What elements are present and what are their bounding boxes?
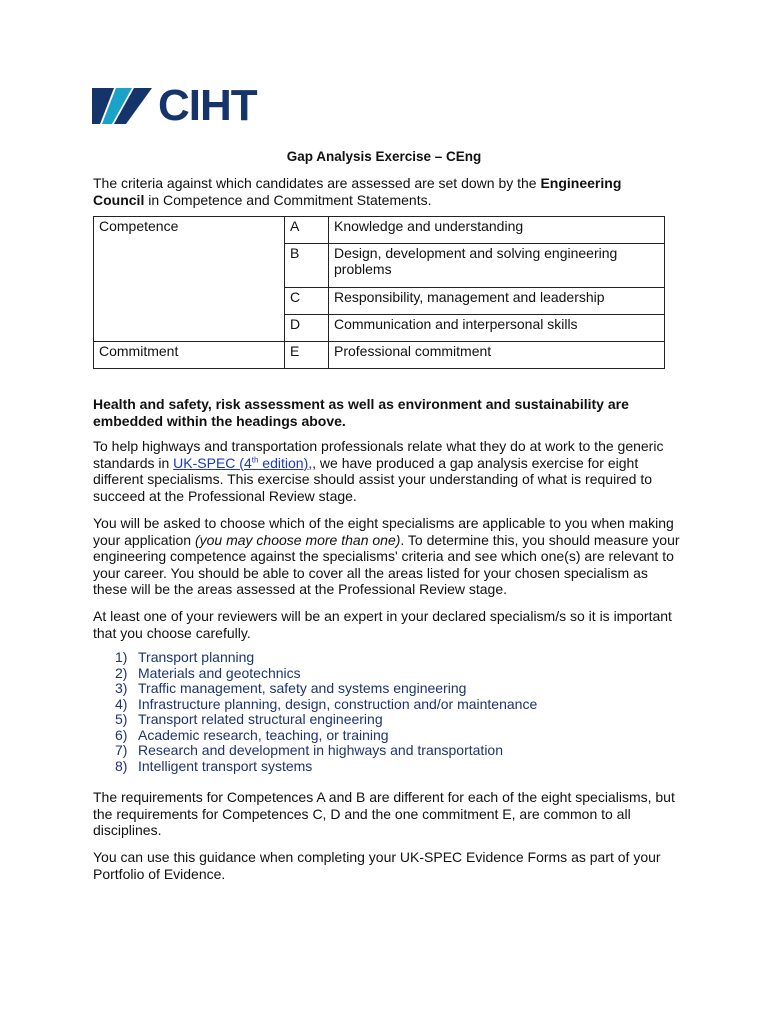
list-item: 5) Transport related structural engineering <box>115 711 383 727</box>
letter-cell: C <box>285 288 329 315</box>
health-safety-note: Health and safety, risk assessment as well as environment and sustainability are embedded within the headings above. <box>93 396 629 429</box>
choose-text-end: . To determine this, you should measure your engineering competence against the specialisms' criteria and see which one(s) are relevant to your career. You should be able to cover all the areas listed for your chosen specialism as these will be the areas assessed at the Professional Review stage. <box>93 531 680 597</box>
page-title: Gap Analysis Exercise – CEng <box>286 149 482 164</box>
criteria-table <box>93 216 665 369</box>
help-paragraph <box>93 438 683 504</box>
letter-cell: D <box>285 315 329 342</box>
guidance-paragraph: You can use this guidance when completing your UK-SPEC Evidence Forms as part of your Portfolio of Evidence. <box>93 849 661 882</box>
list-item: 1) Transport planning <box>115 649 255 665</box>
intro-text-end: in Competence and Commitment Statements. <box>144 191 432 208</box>
letter-cell: A <box>285 217 329 244</box>
help-text-end: , we have produced a gap analysis exercise for eight different specialisms. This exercise should assist your understanding of what is required to succeed at the Professional Review stage. <box>93 454 652 504</box>
intro-paragraph <box>93 175 683 208</box>
competence-cell: Competence <box>94 217 285 342</box>
specialisms-list <box>93 650 537 774</box>
desc-cell: Design, development and solving engineering problems <box>329 244 665 288</box>
ciht-swoosh-icon <box>92 88 154 124</box>
reviewers-paragraph: At least one of your reviewers will be an expert in your declared specialism/s so it is important that you choose carefully. <box>93 608 672 641</box>
list-item: 4) Infrastructure planning, design, construction and/or maintenance <box>115 695 538 712</box>
list-item: 7) Research and development in highways and transportation <box>115 742 504 758</box>
uk-spec-link[interactable]: UK-SPEC (4th edition), <box>173 454 313 471</box>
help-text: To help highways and transportation professionals relate what they do at work to the generic standards in <box>93 438 664 471</box>
commitment-cell: Commitment <box>94 342 285 369</box>
choose-paragraph <box>93 515 683 598</box>
table-row <box>94 217 665 244</box>
requirements-paragraph: The requirements for Competences A and B are different for each of the eight specialisms, but the requirements for Competences C, D and the one commitment E, are common to all disciplines. <box>93 789 675 838</box>
list-item: 2) Materials and geotechnics <box>115 664 301 681</box>
list-item: 8) Intelligent transport systems <box>115 757 313 774</box>
letter-cell: E <box>285 342 329 369</box>
intro-bold-council: Council <box>93 191 145 208</box>
desc-cell: Responsibility, management and leadership <box>329 288 665 315</box>
desc-cell: Knowledge and understanding <box>329 217 665 244</box>
intro-text: The criteria against which candidates are assessed are set down by the <box>93 175 541 191</box>
letter-cell: B <box>285 244 329 288</box>
ciht-logo-text: CIHT <box>158 81 257 130</box>
choose-italic: (you may choose more than one) <box>194 531 401 548</box>
desc-cell: Communication and interpersonal skills <box>329 315 665 342</box>
ciht-logo <box>92 81 257 130</box>
intro-bold-engineering: Engineering <box>540 175 622 191</box>
desc-cell: Professional commitment <box>329 342 665 369</box>
list-item: 6) Academic research, teaching, or training <box>115 726 389 743</box>
choose-text: You will be asked to choose which of the eight specialisms are applicable to you when making your application <box>93 515 674 548</box>
list-item: 3) Traffic management, safety and systems engineering <box>115 680 467 696</box>
table-row <box>94 342 665 369</box>
